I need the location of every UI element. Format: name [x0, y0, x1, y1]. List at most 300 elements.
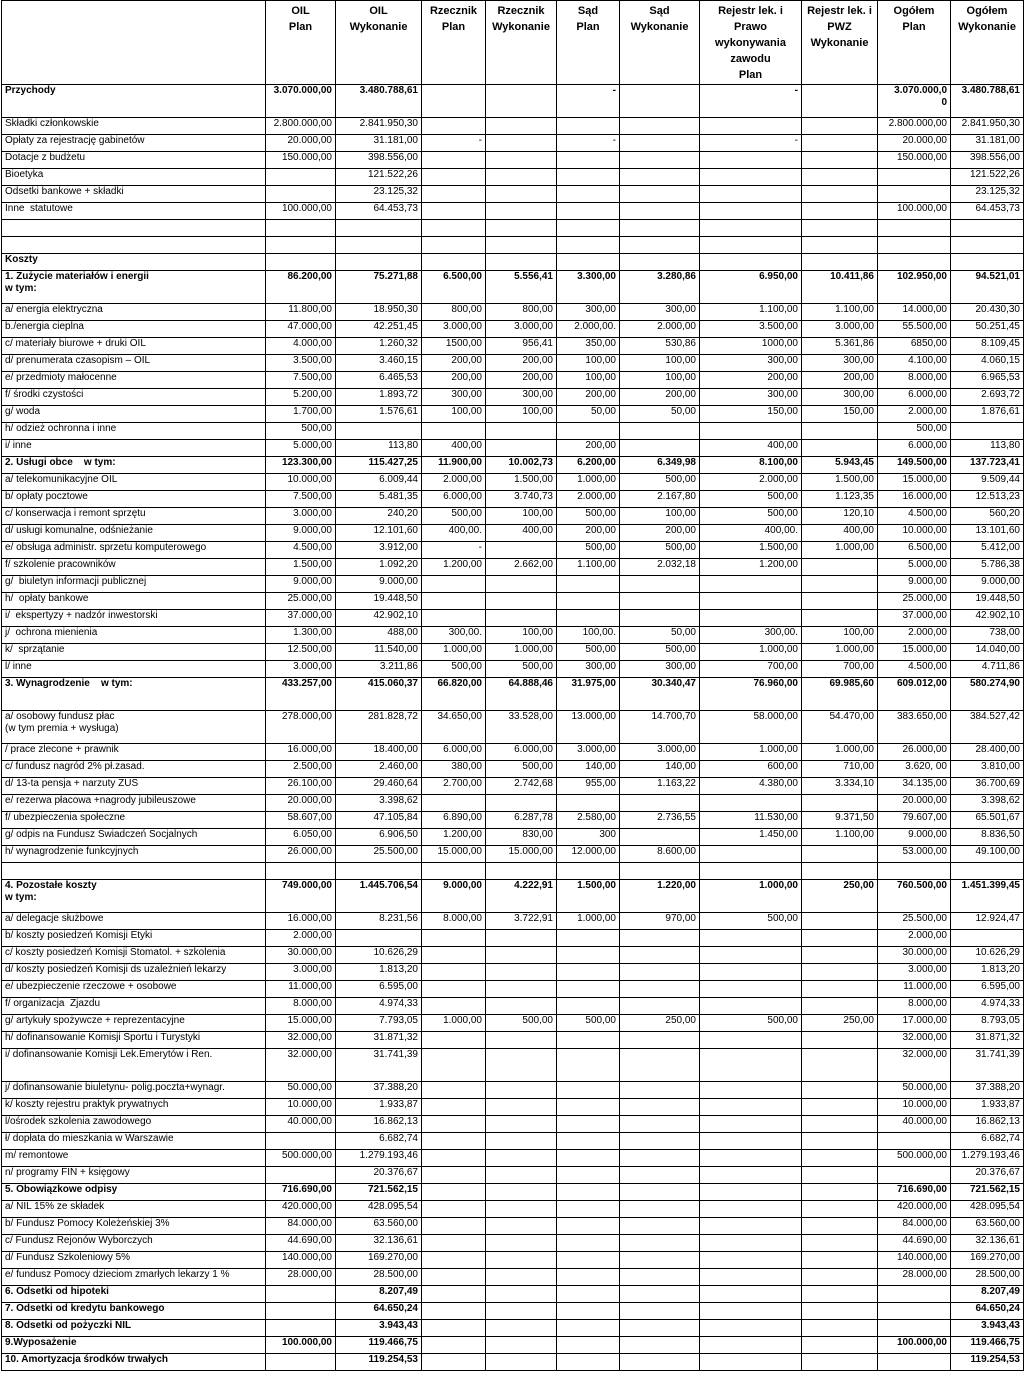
table-cell: 3.280,86 [620, 271, 700, 304]
table-cell: - [557, 135, 620, 152]
table-cell [802, 1286, 878, 1303]
table-cell [620, 930, 700, 947]
table-cell [802, 1252, 878, 1269]
table-cell: 415.060,37 [336, 678, 422, 711]
table-row [2, 593, 1024, 610]
table-cell: 28.400,00 [951, 744, 1024, 761]
table-cell [266, 863, 336, 880]
table-cell: 738,00 [951, 627, 1024, 644]
table-cell: 9.000,00 [422, 880, 486, 913]
table-cell: 8.000,00 [878, 998, 951, 1015]
table-cell: 31.741,39 [951, 1049, 1024, 1082]
table-cell [557, 186, 620, 203]
table-cell: 100,00. [557, 627, 620, 644]
table-cell: 26.000,00 [266, 846, 336, 863]
table-row [2, 947, 1024, 964]
table-cell: 500,00 [422, 661, 486, 678]
table-cell: 2.000,00 [878, 406, 951, 423]
table-cell [422, 85, 486, 118]
table-row [2, 220, 1024, 237]
row-label: l/ inne [2, 661, 266, 678]
table-cell: 6.950,00 [700, 271, 802, 304]
column-header: Ogółem Wykonanie [951, 1, 1024, 85]
table-row [2, 1354, 1024, 1371]
table-cell: 3.070.000,00 [266, 85, 336, 118]
table-cell: 1.300,00 [266, 627, 336, 644]
table-cell [802, 1184, 878, 1201]
table-cell: 31.181,00 [336, 135, 422, 152]
table-cell: 2.800.000,00 [266, 118, 336, 135]
table-cell: 200,00 [422, 355, 486, 372]
table-cell [486, 1201, 557, 1218]
table-cell: 3.740,73 [486, 491, 557, 508]
table-cell [700, 1150, 802, 1167]
table-cell [422, 863, 486, 880]
table-cell: 2.580,00 [557, 812, 620, 829]
table-cell [620, 254, 700, 271]
table-cell: 6.050,00 [266, 829, 336, 846]
table-cell: 6.465,53 [336, 372, 422, 389]
table-cell: 66.820,00 [422, 678, 486, 711]
row-label: e/ przedmioty małocenne [2, 372, 266, 389]
table-cell: 140.000,00 [878, 1252, 951, 1269]
table-cell: 150.000,00 [878, 152, 951, 169]
table-cell [486, 440, 557, 457]
row-label [2, 220, 266, 237]
table-cell: 3.000,00 [486, 321, 557, 338]
table-cell: 14.000,00 [878, 304, 951, 321]
table-row [2, 1133, 1024, 1150]
row-label: d/ 13-ta pensja + narzuty ZUS [2, 778, 266, 795]
table-row [2, 271, 1024, 304]
table-cell [557, 930, 620, 947]
table-cell: 2.032,18 [620, 559, 700, 576]
table-row [2, 1150, 1024, 1167]
table-cell: 64.888,46 [486, 678, 557, 711]
table-cell: 12.101,60 [336, 525, 422, 542]
table-cell: 6.000,00 [422, 744, 486, 761]
table-cell [557, 1049, 620, 1082]
table-cell: 2.000,00 [878, 627, 951, 644]
row-label: 2. Usługi obce w tym: [2, 457, 266, 474]
table-cell [620, 829, 700, 846]
table-cell [422, 169, 486, 186]
table-cell [878, 254, 951, 271]
table-cell: 300,00 [700, 355, 802, 372]
table-cell [802, 152, 878, 169]
row-label: b/ opłaty pocztowe [2, 491, 266, 508]
table-cell: 3.398,62 [336, 795, 422, 812]
table-cell [486, 542, 557, 559]
table-cell: 4.222,91 [486, 880, 557, 913]
table-cell: 33.528,00 [486, 711, 557, 744]
table-cell: 3.943,43 [951, 1320, 1024, 1337]
table-cell [486, 947, 557, 964]
table-cell [422, 1269, 486, 1286]
table-cell: 3.000,00 [878, 964, 951, 981]
table-cell: 50,00 [620, 627, 700, 644]
table-cell [422, 1235, 486, 1252]
table-cell: 8.100,00 [700, 457, 802, 474]
table-cell [700, 203, 802, 220]
table-cell [557, 998, 620, 1015]
table-cell: 5.412,00 [951, 542, 1024, 559]
table-cell [700, 576, 802, 593]
table-cell: 3.000,00 [266, 661, 336, 678]
row-label: l/ośrodek szkolenia zawodowego [2, 1116, 266, 1133]
table-cell: 2.700,00 [422, 778, 486, 795]
table-cell [802, 203, 878, 220]
table-cell: 36.700,69 [951, 778, 1024, 795]
table-cell: 3.398,62 [951, 795, 1024, 812]
table-cell [486, 1252, 557, 1269]
table-cell: 240,20 [336, 508, 422, 525]
table-cell: 10.000,00 [878, 525, 951, 542]
table-cell: 20.430,30 [951, 304, 1024, 321]
row-label: h/ odzież ochronna i inne [2, 423, 266, 440]
table-cell: 609.012,00 [878, 678, 951, 711]
table-cell [700, 1218, 802, 1235]
table-cell: 500.000,00 [266, 1150, 336, 1167]
table-cell [620, 1269, 700, 1286]
table-cell [802, 964, 878, 981]
table-cell: 3.480.788,61 [951, 85, 1024, 118]
table-cell: 300,00 [422, 389, 486, 406]
table-cell: 4.060,15 [951, 355, 1024, 372]
table-cell [620, 1320, 700, 1337]
table-cell [486, 169, 557, 186]
table-cell: 18.950,30 [336, 304, 422, 321]
table-cell: 800,00 [422, 304, 486, 321]
table-row [2, 1116, 1024, 1133]
row-label: Odsetki bankowe + składki [2, 186, 266, 203]
row-label: j/ ochrona mienienia [2, 627, 266, 644]
column-header: OIL Plan [266, 1, 336, 85]
row-label: c/ materiały biurowe + druki OIL [2, 338, 266, 355]
table-cell: 30.000,00 [266, 947, 336, 964]
table-cell: 31.741,39 [336, 1049, 422, 1082]
table-cell [700, 1337, 802, 1354]
table-row [2, 998, 1024, 1015]
table-row [2, 846, 1024, 863]
table-cell: 16.862,13 [951, 1116, 1024, 1133]
column-header: Rzecznik Plan [422, 1, 486, 85]
table-cell: 5.000,00 [266, 440, 336, 457]
table-cell [802, 947, 878, 964]
table-cell: 100,00 [802, 627, 878, 644]
table-cell [802, 1269, 878, 1286]
table-cell: 278.000,00 [266, 711, 336, 744]
table-cell: 40.000,00 [878, 1116, 951, 1133]
table-cell [557, 423, 620, 440]
table-cell [557, 169, 620, 186]
row-label: f/ ubezpieczenia społeczne [2, 812, 266, 829]
table-row [2, 135, 1024, 152]
table-cell [336, 863, 422, 880]
table-cell: 9.000,00 [336, 576, 422, 593]
table-cell: 64.453,73 [336, 203, 422, 220]
table-cell: 9.000,00 [951, 576, 1024, 593]
table-cell [802, 85, 878, 118]
table-cell: 6.009,44 [336, 474, 422, 491]
table-cell [620, 1167, 700, 1184]
table-row [2, 880, 1024, 913]
header-row [2, 1, 1024, 85]
table-cell: 200,00 [620, 389, 700, 406]
table-cell: 970,00 [620, 913, 700, 930]
row-label: m/ remontowe [2, 1150, 266, 1167]
table-cell: 31.871,32 [951, 1032, 1024, 1049]
table-cell: 500,00 [557, 1015, 620, 1032]
row-label: 7. Odsetki od kredytu bankowego [2, 1303, 266, 1320]
table-cell [700, 254, 802, 271]
table-cell [557, 593, 620, 610]
table-cell [557, 1235, 620, 1252]
table-cell [620, 998, 700, 1015]
table-cell: 12.513,23 [951, 491, 1024, 508]
table-row [2, 913, 1024, 930]
table-cell [266, 1320, 336, 1337]
table-cell [422, 186, 486, 203]
table-cell: 500,00 [700, 1015, 802, 1032]
table-cell [878, 1303, 951, 1320]
table-cell: 3.070.000,0 0 [878, 85, 951, 118]
table-cell: 721.562,15 [336, 1184, 422, 1201]
table-row [2, 1303, 1024, 1320]
table-cell: 716.690,00 [266, 1184, 336, 1201]
table-cell: 1.450,00 [700, 829, 802, 846]
table-cell [700, 1133, 802, 1150]
row-label: g/ odpis na Fundusz Świadczeń Socjalnych [2, 829, 266, 846]
table-cell [486, 85, 557, 118]
table-cell: 14.700,70 [620, 711, 700, 744]
table-cell [802, 118, 878, 135]
table-cell [802, 1167, 878, 1184]
table-cell [700, 1082, 802, 1099]
table-cell: 2.693,72 [951, 389, 1024, 406]
table-cell [802, 1032, 878, 1049]
table-cell: 3.912,00 [336, 542, 422, 559]
table-cell: 119.254,53 [336, 1354, 422, 1371]
row-label: 3. Wynagrodzenie w tym: [2, 678, 266, 711]
table-cell: 100,00 [557, 355, 620, 372]
table-cell: 1.092,20 [336, 559, 422, 576]
table-cell: 2.000,00 [557, 491, 620, 508]
table-cell: 500,00 [878, 423, 951, 440]
table-cell: 63.560,00 [951, 1218, 1024, 1235]
table-cell [266, 1303, 336, 1320]
table-cell [700, 118, 802, 135]
row-label: / prace zlecone + prawnik [2, 744, 266, 761]
table-cell [266, 1167, 336, 1184]
table-cell: 3.500,00 [700, 321, 802, 338]
table-cell [700, 610, 802, 627]
table-cell: 2.000,00 [422, 474, 486, 491]
table-cell [620, 1133, 700, 1150]
table-cell: 16.000,00 [878, 491, 951, 508]
table-cell: 12.000,00 [557, 846, 620, 863]
table-cell: 721.562,15 [951, 1184, 1024, 1201]
row-label: e/ rezerwa płacowa +nagrody jubileuszowe [2, 795, 266, 812]
table-cell: 1.500,00 [557, 880, 620, 913]
column-header: Rejestr lek. i Prawo wykonywania zawodu Plan [700, 1, 802, 85]
table-cell [486, 576, 557, 593]
table-cell: 6.349,98 [620, 457, 700, 474]
table-cell [878, 169, 951, 186]
table-cell: 23.125,32 [951, 186, 1024, 203]
table-row [2, 457, 1024, 474]
table-cell: 1.933,87 [336, 1099, 422, 1116]
table-row [2, 964, 1024, 981]
table-cell: 530,86 [620, 338, 700, 355]
table-cell [802, 576, 878, 593]
table-cell [422, 1252, 486, 1269]
table-cell: - [557, 85, 620, 118]
table-cell: - [422, 135, 486, 152]
table-cell: 6.000,00 [878, 440, 951, 457]
table-cell: 2.000,00 [878, 930, 951, 947]
table-cell [700, 795, 802, 812]
row-label: a/ osobowy fundusz płac (w tym premia + wysługa) [2, 711, 266, 744]
table-cell [486, 981, 557, 998]
table-cell [620, 1303, 700, 1320]
table-cell [557, 964, 620, 981]
table-cell: 2.800.000,00 [878, 118, 951, 135]
table-cell: 11.000,00 [266, 981, 336, 998]
table-cell: 1.000,00 [422, 644, 486, 661]
table-cell [557, 1116, 620, 1133]
table-cell [486, 135, 557, 152]
column-header: OIL Wykonanie [336, 1, 422, 85]
table-cell [422, 1303, 486, 1320]
row-label: c/ Fundusz Rejonów Wyborczych [2, 1235, 266, 1252]
row-label: Dotacje z budżetu [2, 152, 266, 169]
table-cell [802, 254, 878, 271]
table-cell: 956,41 [486, 338, 557, 355]
table-cell: 3.000,00 [266, 508, 336, 525]
table-cell: 32.000,00 [266, 1032, 336, 1049]
table-cell: 3.211,86 [336, 661, 422, 678]
table-cell: 121.522,26 [951, 169, 1024, 186]
table-cell: 7.793,05 [336, 1015, 422, 1032]
table-cell [422, 981, 486, 998]
table-cell: 200,00 [802, 372, 878, 389]
table-cell: 12.924,47 [951, 913, 1024, 930]
table-cell [700, 1354, 802, 1371]
table-cell [557, 947, 620, 964]
table-cell [486, 795, 557, 812]
table-cell: 760.500,00 [878, 880, 951, 913]
table-cell [557, 1286, 620, 1303]
table-cell: 200,00 [557, 525, 620, 542]
table-cell [802, 593, 878, 610]
table-cell: 400,00 [422, 440, 486, 457]
table-cell: 10.000,00 [266, 1099, 336, 1116]
table-cell: 137.723,41 [951, 457, 1024, 474]
table-cell [700, 1049, 802, 1082]
table-cell [266, 1354, 336, 1371]
table-cell [700, 1116, 802, 1133]
table-cell: 488,00 [336, 627, 422, 644]
table-cell: 15.000,00 [266, 1015, 336, 1032]
table-row [2, 930, 1024, 947]
table-cell [422, 964, 486, 981]
table-cell [486, 118, 557, 135]
table-cell: 400,00 [700, 440, 802, 457]
table-cell [486, 1032, 557, 1049]
row-label: a/ NIL 15% ze składek [2, 1201, 266, 1218]
table-row [2, 372, 1024, 389]
table-cell: 420.000,00 [878, 1201, 951, 1218]
table-cell: 8.207,49 [336, 1286, 422, 1303]
table-cell: 23.125,32 [336, 186, 422, 203]
table-cell: 749.000,00 [266, 880, 336, 913]
table-cell [700, 947, 802, 964]
table-cell: 500.000,00 [878, 1150, 951, 1167]
table-cell [486, 1320, 557, 1337]
table-cell: 8.000,00 [878, 372, 951, 389]
table-cell: 3.334,10 [802, 778, 878, 795]
table-cell [266, 254, 336, 271]
table-cell [802, 846, 878, 863]
table-cell: 1.279.193,46 [336, 1150, 422, 1167]
table-cell [486, 1303, 557, 1320]
table-cell [700, 846, 802, 863]
table-cell: 44.690,00 [878, 1235, 951, 1252]
table-cell: 500,00 [422, 508, 486, 525]
table-cell: 1.000,00 [700, 744, 802, 761]
table-cell: 100,00 [486, 627, 557, 644]
table-cell: 31.975,00 [557, 678, 620, 711]
row-label: h/ dofinansowanie Komisji Sportu i Turystyki [2, 1032, 266, 1049]
table-cell: 1500,00 [422, 338, 486, 355]
row-label: a/ energia elektryczna [2, 304, 266, 321]
table-cell: 16.000,00 [266, 744, 336, 761]
table-cell [422, 610, 486, 627]
table-cell [557, 1201, 620, 1218]
table-cell [422, 203, 486, 220]
table-cell: 169.270,00 [951, 1252, 1024, 1269]
table-cell [557, 220, 620, 237]
row-label: b./energia cieplna [2, 321, 266, 338]
table-cell [422, 423, 486, 440]
table-cell: 58.607,00 [266, 812, 336, 829]
row-label: d/ Fundusz Szkoleniowy 5% [2, 1252, 266, 1269]
table-cell [557, 1303, 620, 1320]
table-cell: 15.000,00 [878, 644, 951, 661]
table-cell: 11.900,00 [422, 457, 486, 474]
table-row [2, 812, 1024, 829]
table-cell: 1.000,00 [802, 542, 878, 559]
table-cell [557, 237, 620, 254]
table-cell: 1.000,00 [557, 913, 620, 930]
table-cell: 119.254,53 [951, 1354, 1024, 1371]
table-cell: 300,00 [620, 304, 700, 321]
table-cell: 5.556,41 [486, 271, 557, 304]
table-cell [802, 169, 878, 186]
table-cell [620, 576, 700, 593]
table-cell: 10.000,00 [878, 1099, 951, 1116]
table-cell: 79.607,00 [878, 812, 951, 829]
table-cell: 15.000,00 [486, 846, 557, 863]
table-cell: 86.200,00 [266, 271, 336, 304]
table-cell: 383.650,00 [878, 711, 951, 744]
table-cell: 300,00. [422, 627, 486, 644]
table-cell: 10.411,86 [802, 271, 878, 304]
table-cell: 53.000,00 [878, 846, 951, 863]
table-cell: 250,00 [802, 880, 878, 913]
table-cell [878, 186, 951, 203]
